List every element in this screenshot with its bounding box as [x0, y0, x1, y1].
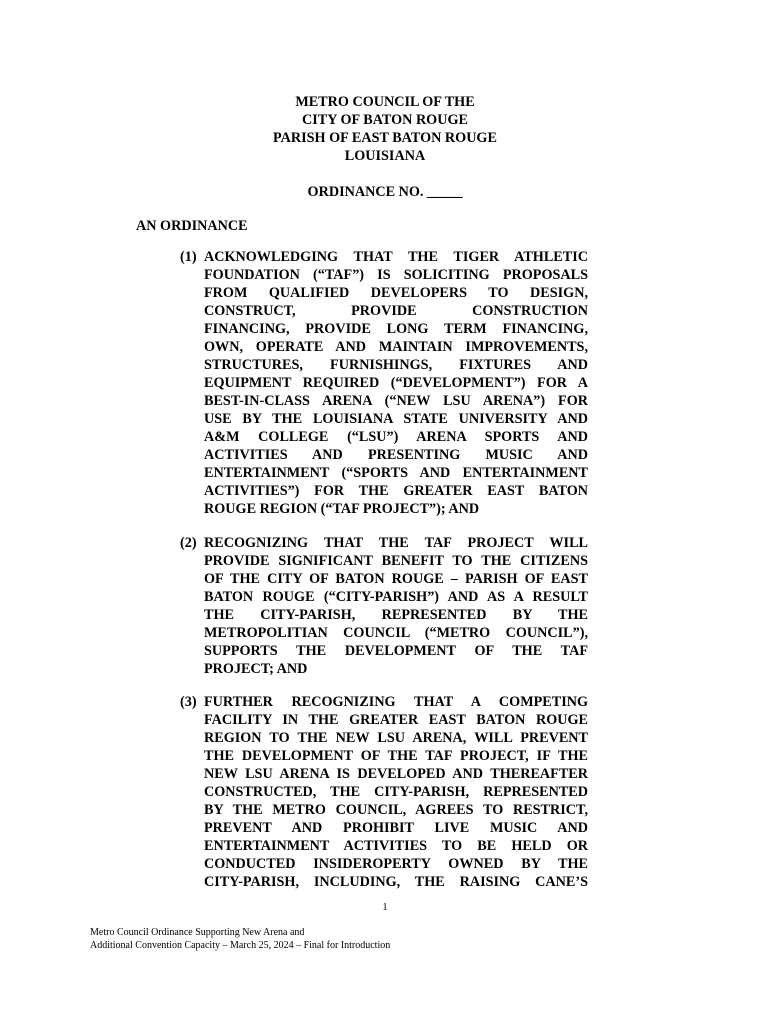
- clause-line: FACILITY IN THE GREATER EAST BATON ROUGE: [204, 712, 588, 728]
- clause-line: CONSTRUCTED, THE CITY-PARISH, REPRESENTED: [204, 784, 588, 800]
- document-header: [0, 93, 770, 165]
- clause-line: ACKNOWLEDGING THAT THE TIGER ATHLETIC: [204, 249, 588, 265]
- ordinance-intro: AN ORDINANCE: [136, 218, 248, 234]
- page-number: 1: [382, 902, 388, 913]
- clause-line: FINANCING, PROVIDE LONG TERM FINANCING,: [204, 321, 588, 337]
- clause-line: THE CITY-PARISH, REPRESENTED BY THE: [204, 607, 588, 623]
- clause-line: FROM QUALIFIED DEVELOPERS TO DESIGN,: [204, 285, 588, 301]
- clause-line: OWN, OPERATE AND MAINTAIN IMPROVEMENTS,: [204, 339, 588, 355]
- clause-line: ENTERTAINMENT (“SPORTS AND ENTERTAINMENT: [204, 465, 588, 481]
- clause-line: USE BY THE LOUISIANA STATE UNIVERSITY AND: [204, 411, 588, 427]
- clause-line: PROJECT; AND: [204, 661, 308, 677]
- clause-line: A&M COLLEGE (“LSU”) ARENA SPORTS AND: [204, 429, 588, 445]
- clause-number: (1): [180, 249, 197, 265]
- clause-number: (3): [180, 694, 197, 710]
- ordinance-number: ORDINANCE NO. _____: [307, 184, 463, 200]
- clause-line: ROUGE REGION (“TAF PROJECT”); AND: [204, 501, 480, 517]
- footer-line: Additional Convention Capacity – March 25, 2024 – Final for Introduction: [90, 940, 391, 951]
- clause-line: BATON ROUGE (“CITY-PARISH”) AND AS A RESULT: [204, 589, 588, 605]
- clause-line: FOUNDATION (“TAF”) IS SOLICITING PROPOSALS: [204, 267, 588, 283]
- clause-line: OF THE CITY OF BATON ROUGE – PARISH OF EAST: [204, 571, 588, 587]
- clause-line: BEST-IN-CLASS ARENA (“NEW LSU ARENA”) FOR: [204, 393, 588, 409]
- footer-line: Metro Council Ordinance Supporting New Arena and: [90, 927, 305, 938]
- clause-line: CONSTRUCT, PROVIDE CONSTRUCTION: [204, 303, 588, 319]
- clause-line: THE DEVELOPMENT OF THE TAF PROJECT, IF THE: [204, 748, 588, 764]
- page-footer: [90, 926, 390, 952]
- header-line: LOUISIANA: [344, 148, 426, 164]
- clause-line: EQUIPMENT REQUIRED (“DEVELOPMENT”) FOR A: [204, 375, 588, 391]
- clause-line: METROPOLITIAN COUNCIL (“METRO COUNCIL”),: [204, 625, 588, 641]
- clause-line: SUPPORTS THE DEVELOPMENT OF THE TAF: [204, 643, 588, 659]
- clause-line: CITY-PARISH, INCLUDING, THE RAISING CANE’S: [204, 874, 588, 890]
- header-line: PARISH OF EAST BATON ROUGE: [273, 130, 497, 146]
- clause-2: [180, 534, 588, 678]
- clause-line: REGION TO THE NEW LSU ARENA, WILL PREVENT: [204, 730, 588, 746]
- clause-line: PROVIDE SIGNIFICANT BENEFIT TO THE CITIZENS: [204, 553, 588, 569]
- clause-line: ACTIVITIES”) FOR THE GREATER EAST BATON: [204, 483, 588, 499]
- clause-line: NEW LSU ARENA IS DEVELOPED AND THEREAFTER: [204, 766, 588, 782]
- clause-line: ENTERTAINMENT ACTIVITIES TO BE HELD OR: [204, 838, 588, 854]
- clause-line: PREVENT AND PROHIBIT LIVE MUSIC AND: [204, 820, 588, 836]
- clause-line: STRUCTURES, FURNISHINGS, FIXTURES AND: [204, 357, 588, 373]
- clause-line: CONDUCTED INSIDEROPERTY OWNED BY THE: [204, 856, 588, 872]
- header-line: METRO COUNCIL OF THE: [295, 94, 475, 110]
- header-line: CITY OF BATON ROUGE: [302, 112, 468, 128]
- clause-line: BY THE METRO COUNCIL, AGREES TO RESTRICT,: [204, 802, 588, 818]
- clause-3: [180, 693, 588, 891]
- clause-1: [180, 248, 588, 518]
- clause-number: (2): [180, 535, 197, 551]
- clause-line: ACTIVITIES AND PRESENTING MUSIC AND: [204, 447, 588, 463]
- clause-line: RECOGNIZING THAT THE TAF PROJECT WILL: [204, 535, 588, 551]
- clause-line: FURTHER RECOGNIZING THAT A COMPETING: [204, 694, 588, 710]
